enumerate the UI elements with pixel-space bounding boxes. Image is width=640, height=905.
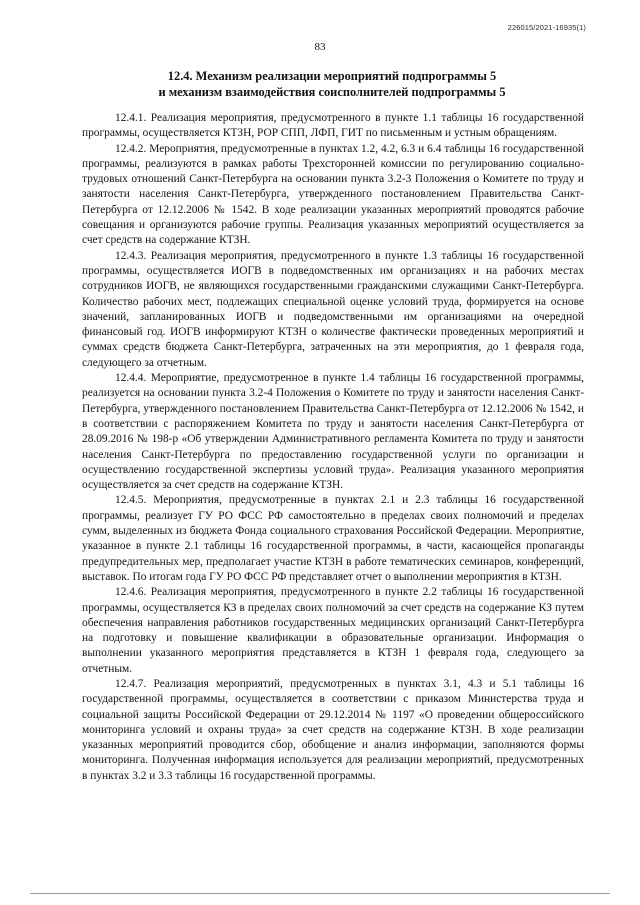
paragraph-12-4-2: 12.4.2. Мероприятия, предусмотренные в пунктах 1.2, 4.2, 6.3 и 6.4 таблицы 16 государственной программы, реализуются в рамках работы Трехсторонней комиссии по регулированию социально-трудовых отношений Санкт-Петербурга на основании пункта 3.2-3 Положения о Комитете по труду и занятости населения Санкт-Петербурга, утвержденного постановлением Правительства Санкт-Петербурга от 12.12.2006 № 1542. В ходе реализации указанных мероприятий проводятся рабочие совещания и организуются рабочие группы. Реализация указанных мероприятий осуществляется за счет средств на содержание КТЗН. [82,142,584,247]
page-number: 83 [314,41,326,53]
paragraph-12-4-1: 12.4.1. Реализация мероприятия, предусмотренного в пункте 1.1 таблицы 16 государственной программы, осуществляется КТЗН, РОР СПП, ЛФП, ГИТ по письменным и устным обращениям. [82,112,584,140]
paragraph-12-4-3: 12.4.3. Реализация мероприятия, предусмотренного в пункте 1.3 таблицы 16 государственной программы, осуществляется ИОГВ в подведомственных им организациях и на рабочих местах сотрудников ИОГВ, не являющихся государственными гражданскими служащими Санкт-Петербурга. Количество рабочих мест, подлежащих специальной оценке условий труда, формируется на основе значений, запланированных ИОГВ и подведомственными им организациями на очередной финансовый год. ИОГВ информируют КТЗН о количестве фактически проведенных мероприятий и суммах средств бюджета Санкт-Петербурга, затраченных на эти мероприятия, до 1 февраля года, следующего за отчетным. [82,249,584,369]
section-title-line-1: 12.4. Механизм реализации мероприятий подпрограммы 5 [167,69,497,83]
paragraph-12-4-7: 12.4.7. Реализация мероприятий, предусмотренных в пунктах 3.1, 4.3 и 5.1 таблицы 16 государственной программы, осуществляется в соответствии с приказом Министерства труда и социальной защиты Российской Федерации от 29.12.2014 № 1197 «О проведении общероссийского мониторинга условий и охраны труда» за счет средств на содержание КТЗН. В ходе реализации указанных мероприятий проводится сбор, обобщение и анализ информации, заполняются формы мониторинга. Полученная информация используется для реализации мероприятий, предусмотренных в пунктах 3.2 и 3.3 таблицы 16 государственной программы. [82,677,584,782]
section-title [82,68,582,100]
paragraph-12-4-4: 12.4.4. Мероприятие, предусмотренное в пункте 1.4 таблицы 16 государственной программы, реализуется на основании пункта 3.2-4 Положения о Комитете по труду и занятости населения Санкт-Петербурга, утвержденного постановлением Правительства Санкт-Петербурга от 12.12.2006 № 1542, и в соответствии с распоряжением Комитета по труду и занятости населения Санкт-Петербурга от 28.09.2016 № 198-р «Об утверждении Административного регламента Комитета по труду и занятости населения Санкт-Петербурга по предоставлению государственной услуги по организации и осуществлению государственной экспертизы условий труда». Реализация указанного мероприятия осуществляется за счет средств на содержание КТЗН. [82,372,584,492]
scan-bottom-rule [30,893,610,894]
section-title-line-2: и механизм взаимодействия соисполнителей подпрограммы 5 [158,85,506,99]
paragraph-12-4-5: 12.4.5. Мероприятия, предусмотренные в пунктах 2.1 и 2.3 таблицы 16 государственной программы, реализует ГУ РО ФСС РФ самостоятельно в пределах своих полномочий и пределах сумм, выделенных из бюджета Фонда социального страхования Российской Федерации. Мероприятие, указанное в пункте 2.1 таблицы 16 государственной программы, в части, касающейся пропаганды предупредительных мер, предполагает участие КТЗН в работе тематических семинаров, конференций, выставок. По итогам года ГУ РО ФСС РФ представляет отчет о выполнении мероприятия в КТЗН. [82,494,584,583]
document-body [82,111,584,784]
document-id: 226015/2021-16935(1) [507,23,586,32]
paragraph-12-4-6: 12.4.6. Реализация мероприятия, предусмотренного в пункте 2.2 таблицы 16 государственной программы, осуществляется КЗ в пределах своих полномочий за счет средств на содержание КЗ путем обеспечения направления работников государственных медицинских организаций Санкт-Петербурга на подготовку и повышение квалификации в образовательные организации. Информация о выполнении указанного мероприятия представляется в КТЗН 1 февраля года, следующего за отчетным. [82,586,584,675]
